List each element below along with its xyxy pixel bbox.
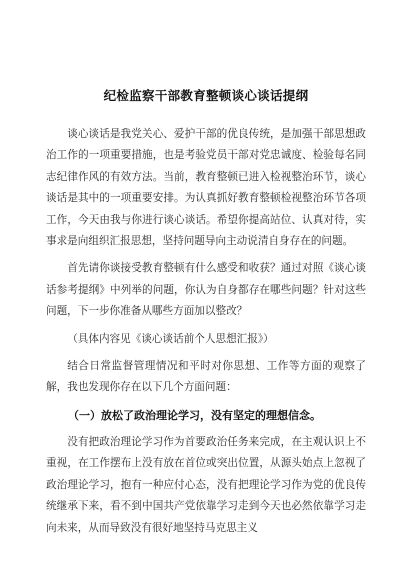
reference-note: （具体内容见《谈心谈话前个人思想汇报》） bbox=[67, 332, 274, 345]
section-heading: （一）放松了政治理论学习，没有坚定的理想信念。 bbox=[68, 408, 321, 422]
intro-paragraph: 谈心谈话是我党关心、爱护干部的优良传统，是加强干部思想政治工作的一项重要措施，也是考验党员干部对党忠诚度、检验每名同志纪律作风的有效方法。当前，教育整顿已进入检视整治环节，谈心谈话是其中的一项重要安排。为认真抓好教育整顿检视整治环节各项工作，今天由我与你进行谈心谈话。希望你提高站位、认真对待，实事求是向组织汇报思想，坚持问题导向主动说清自身存在的问题。 bbox=[46, 128, 366, 248]
question-paragraph: 首先请你谈接受教育整顿有什么感受和收获？通过对照《谈心谈话参考提纲》中列举的问题，你认为自身都存在哪些问题？针对这些问题，下一步你准备从哪些方面加以整改？ bbox=[46, 262, 366, 318]
observation-paragraph: 结合日常监督管理情况和平时对你思想、工作等方面的观察了解，我也发现你存在以下几个方面问题： bbox=[46, 360, 366, 394]
section-body-paragraph: 没有把政治理论学习作为首要政治任务来完成，在主观认识上不重视，在工作摆布上没有放在首位或突出位置，从源头始点上忽视了政治理论学习，抱有一种应付心态，没有把理论学习作为党的优良传统继承下来，看不到中国共产党依靠学习走到今天也必然依靠学习走向未来，从而导致没有很好地坚持马克思主义 bbox=[46, 435, 366, 534]
document-title: 纪检监察干部教育整顿谈心谈话提纲 bbox=[103, 88, 309, 103]
